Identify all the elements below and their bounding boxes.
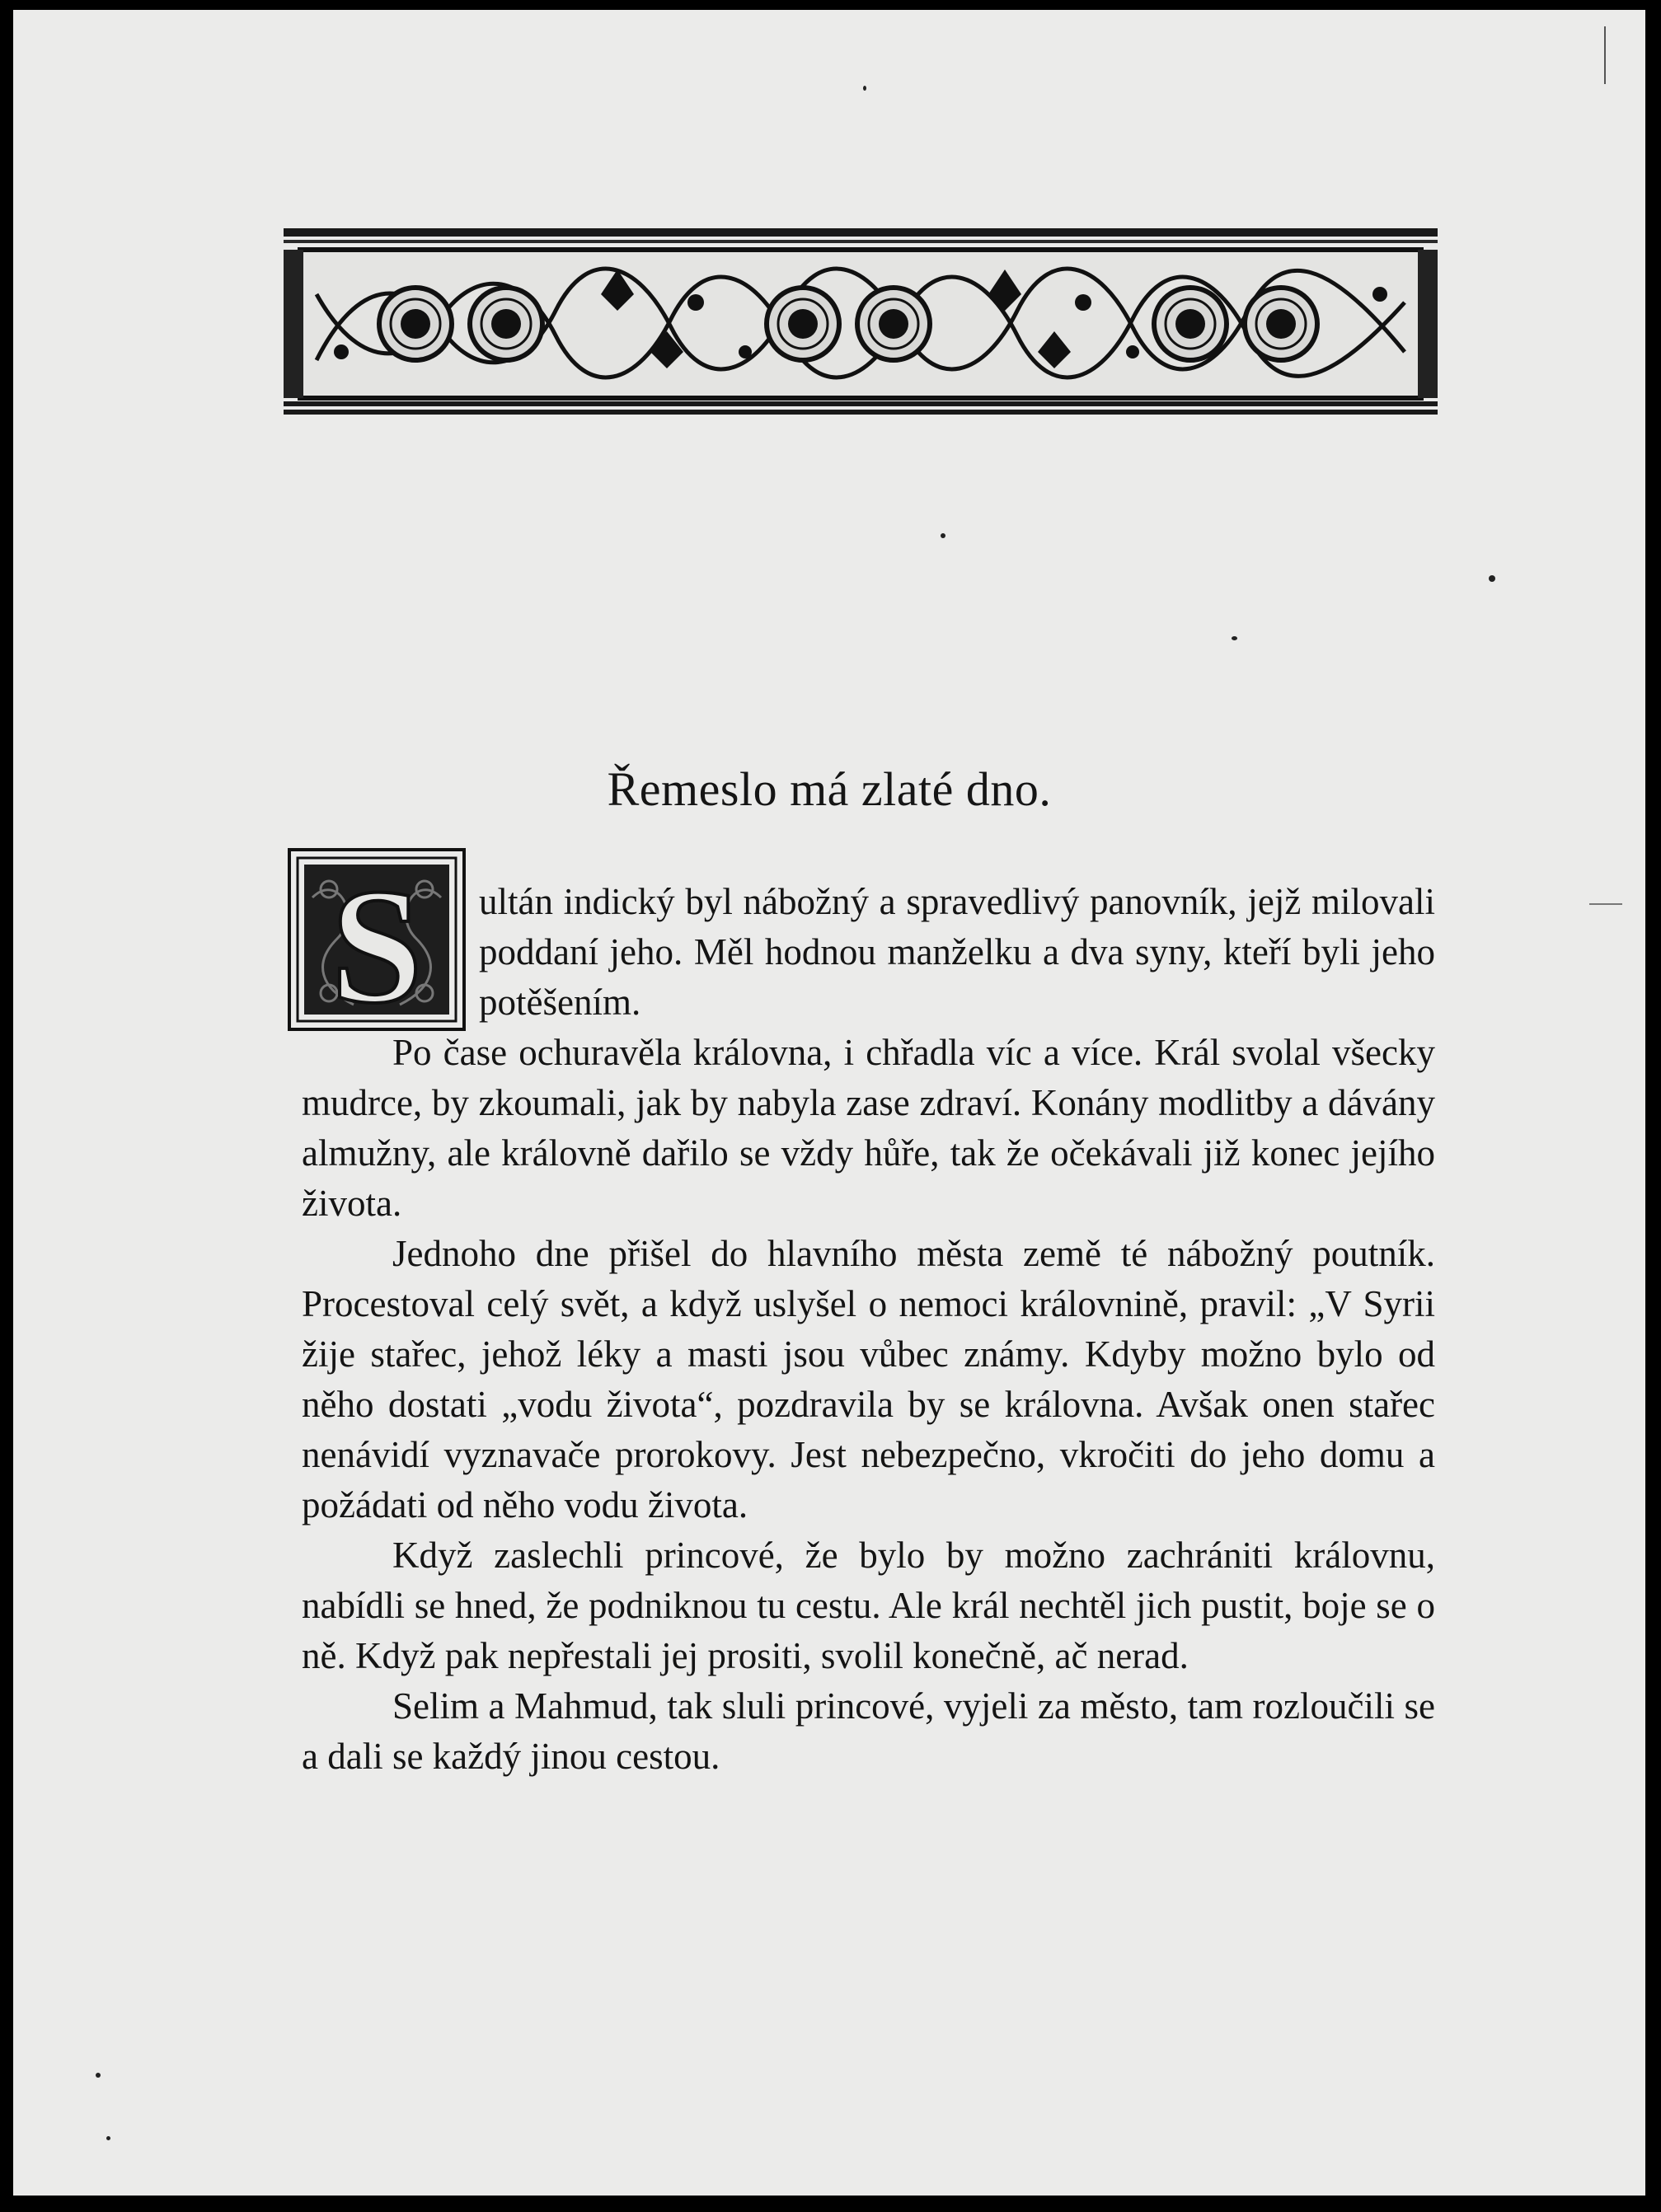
scan-speck [863, 86, 866, 91]
paragraph: Selim a Mahmud, tak sluli princové, vyjeli za město, tam rozloučili se a dali se každý jinou cestou. [302, 1685, 1435, 1777]
scan-speck [941, 533, 945, 538]
paragraph: Po čase ochuravěla královna, i chřadla víc a více. Král svolal všecky mudrce, by zkoumali, jak by nabyla zase zdraví. Konány modlitby a dávány almužny, ale královně dařilo se vždy hůře, tak že očekávali již konec jejího života. [302, 1032, 1435, 1224]
scan-speck [1232, 636, 1237, 640]
scan-speck [1604, 26, 1606, 84]
ornamental-headpiece-icon [284, 228, 1438, 416]
margin-mark [1589, 903, 1622, 905]
paragraph: Jednoho dne přišel do hlavního města země té nábožný poutník. Procestoval celý svět, a když uslyšel o nemoci královnině, pravil: „V Syrii žije stařec, jehož léky a masti jsou vůbec známy. Kdyby možno bylo od něho dostati „vodu života“, pozdravila by se královna. Avšak onen stařec nenávidí vyznavače prorokovy. Jest nebezpečno, vkročiti do jeho domu a požádati od něho vodu života. [302, 1233, 1435, 1525]
drop-cap-letter: S [331, 855, 423, 1031]
paragraph: ultán indický byl nábožný a spravedlivý panovník, jejž milovali poddaní jeho. Měl hodnou manželku a dva syny, kteří byli jeho potěšením. [479, 881, 1435, 1023]
chapter-title: Řemeslo má zlaté dno. [607, 762, 1052, 816]
book-page [13, 10, 1645, 2196]
scan-speck [96, 2073, 101, 2078]
body-text [302, 877, 1435, 1782]
scan-speck [1489, 575, 1495, 582]
scan-speck [106, 2136, 110, 2140]
paragraph: Když zaslechli princové, že bylo by možno zachrániti královnu, nabídli se hned, že podniknou tu cestu. Ale král nechtěl jich pustit, boje se o ně. Když pak nepřestali jej prositi, svolil konečně, ač nerad. [302, 1535, 1435, 1676]
drop-cap-spacer [302, 877, 479, 1028]
